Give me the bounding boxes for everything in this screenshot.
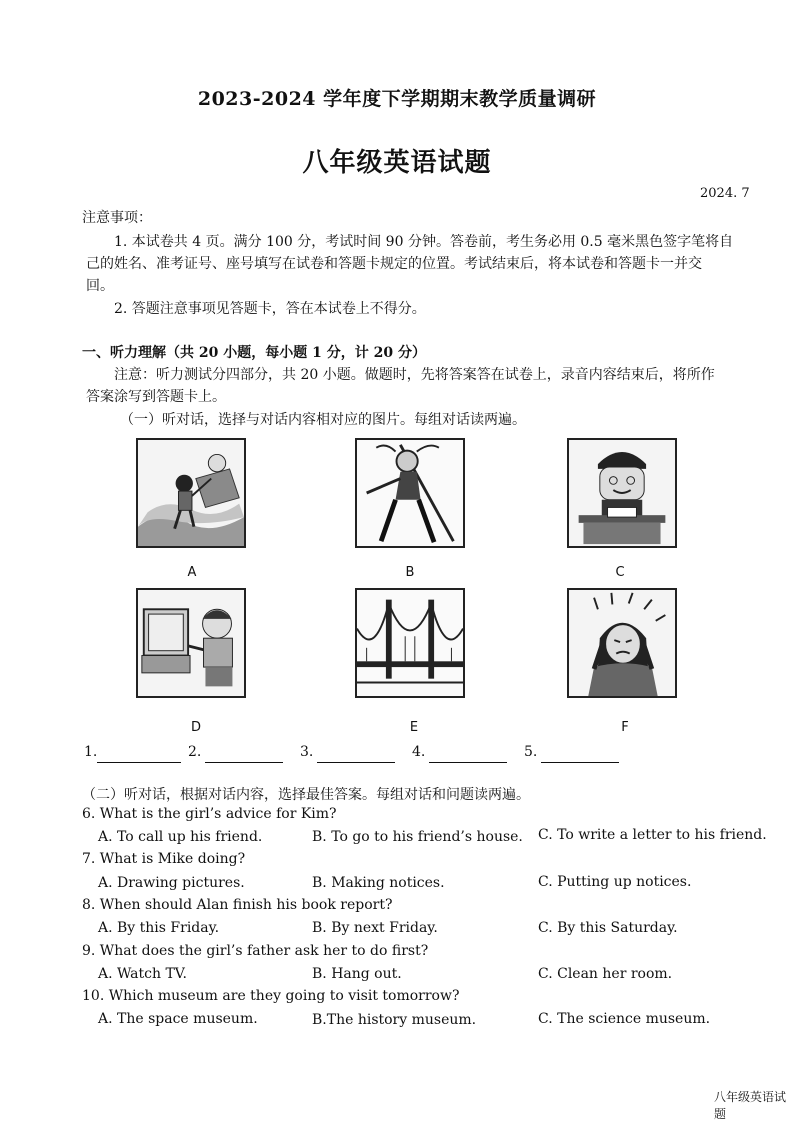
question-10-option-c[interactable]: C. The science museum. — [538, 1011, 711, 1027]
picture-d — [136, 588, 246, 698]
notice-heading: 注意事项： — [82, 210, 152, 226]
question-6-option-b[interactable]: B. To go to his friend’s house. — [312, 829, 523, 845]
notice-item-1-line-3: 回。 — [86, 278, 114, 294]
part-2-heading: （二）听对话，根据对话内容，选择最佳答案。每组对话和问题读两遍。 — [82, 787, 530, 803]
question-8: 8. When should Alan finish his book report? — [82, 897, 393, 913]
exam-subtitle: 八年级英语试题 — [302, 148, 492, 178]
notice-item-1-line-2: 己的姓名、准考证号、座号填写在试卷和答题卡规定的位置。考试结束后，将本试卷和答题卡一并交 — [86, 256, 702, 272]
question-10-option-b[interactable]: B.The history museum. — [312, 1012, 477, 1028]
picture-e — [355, 588, 465, 698]
notice-item-2: 2. 答题注意事项见答题卡，答在本试卷上不得分。 — [114, 301, 426, 317]
question-6-option-c[interactable]: C. To write a letter to his friend. — [538, 827, 767, 843]
answer-blank-1[interactable] — [84, 741, 181, 763]
question-9-option-c[interactable]: C. Clean her room. — [538, 966, 673, 982]
answer-blank-number: 1. — [84, 744, 98, 760]
section-1-heading: 一、听力理解（共 20 小题，每小题 1 分，计 20 分） — [82, 345, 426, 361]
picture-label-a: A — [187, 565, 197, 580]
section-1-note-line-1: 注意：听力测试分四部分，共 20 小题。做题时，先将答案答在试卷上，录音内容结束后，将所作 — [114, 367, 715, 383]
part-1-heading: （一）听对话，选择与对话内容相对应的图片。每组对话读两遍。 — [120, 412, 526, 428]
picture-label-f: F — [621, 720, 629, 735]
exam-title: 2023-2024 学年度下学期期末教学质量调研 — [197, 88, 597, 110]
picture-c — [567, 438, 677, 548]
question-9-option-b[interactable]: B. Hang out. — [312, 966, 402, 982]
question-10-option-a[interactable]: A. The space museum. — [98, 1011, 258, 1027]
answer-blank-number: 2. — [188, 744, 202, 760]
answer-blank-2[interactable] — [188, 741, 283, 763]
notice-item-1 — [86, 231, 780, 253]
answer-blank-number: 5. — [524, 744, 538, 760]
question-7-option-a[interactable]: A. Drawing pictures. — [98, 875, 245, 891]
question-8-option-a[interactable]: A. By this Friday. — [98, 920, 220, 936]
picture-label-c: C — [615, 565, 625, 580]
question-9-option-a[interactable]: A. Watch TV. — [98, 966, 187, 982]
picture-f — [567, 588, 677, 698]
answer-blank-3[interactable] — [300, 741, 395, 763]
answer-blank-5[interactable] — [524, 741, 619, 763]
question-7-option-c[interactable]: C. Putting up notices. — [538, 874, 692, 890]
exam-date: 2024. 7 — [700, 186, 750, 201]
question-7-option-b[interactable]: B. Making notices. — [312, 875, 445, 891]
answer-blank-4[interactable] — [412, 741, 507, 763]
picture-b — [355, 438, 465, 548]
notice-item-1-line-1: 1. 本试卷共 4 页。满分 100 分，考试时间 90 分钟。答卷前，考生务必用 0.5 毫米黑色签字笔将自 — [114, 234, 734, 250]
headache-girl-icon — [569, 590, 675, 696]
student-writing-icon — [569, 440, 675, 546]
picture-label-b: B — [405, 565, 415, 580]
picture-label-d: D — [190, 720, 201, 735]
question-7: 7. What is Mike doing? — [82, 851, 246, 867]
question-6-option-a[interactable]: A. To call up his friend. — [98, 829, 263, 845]
monkey-king-icon — [357, 440, 463, 546]
answer-blank-number: 3. — [300, 744, 314, 760]
question-9: 9. What does the girl’s father ask her to do first? — [82, 943, 429, 959]
question-8-option-c[interactable]: C. By this Saturday. — [538, 920, 678, 936]
question-8-option-b[interactable]: B. By next Friday. — [312, 920, 438, 936]
question-10: 10. Which museum are they going to visit tomorrow? — [82, 988, 460, 1004]
boy-watching-tv-icon — [138, 590, 244, 696]
mountain-climbing-icon — [138, 440, 244, 546]
picture-label-e: E — [409, 720, 419, 735]
section-1-note-line-2: 答案涂写到答题卡上。 — [86, 389, 226, 405]
bridge-icon — [357, 590, 463, 696]
page-footer: 八年级英语试题 — [714, 1090, 787, 1121]
question-6: 6. What is the girl’s advice for Kim? — [82, 806, 337, 822]
picture-a — [136, 438, 246, 548]
answer-blank-number: 4. — [412, 744, 426, 760]
